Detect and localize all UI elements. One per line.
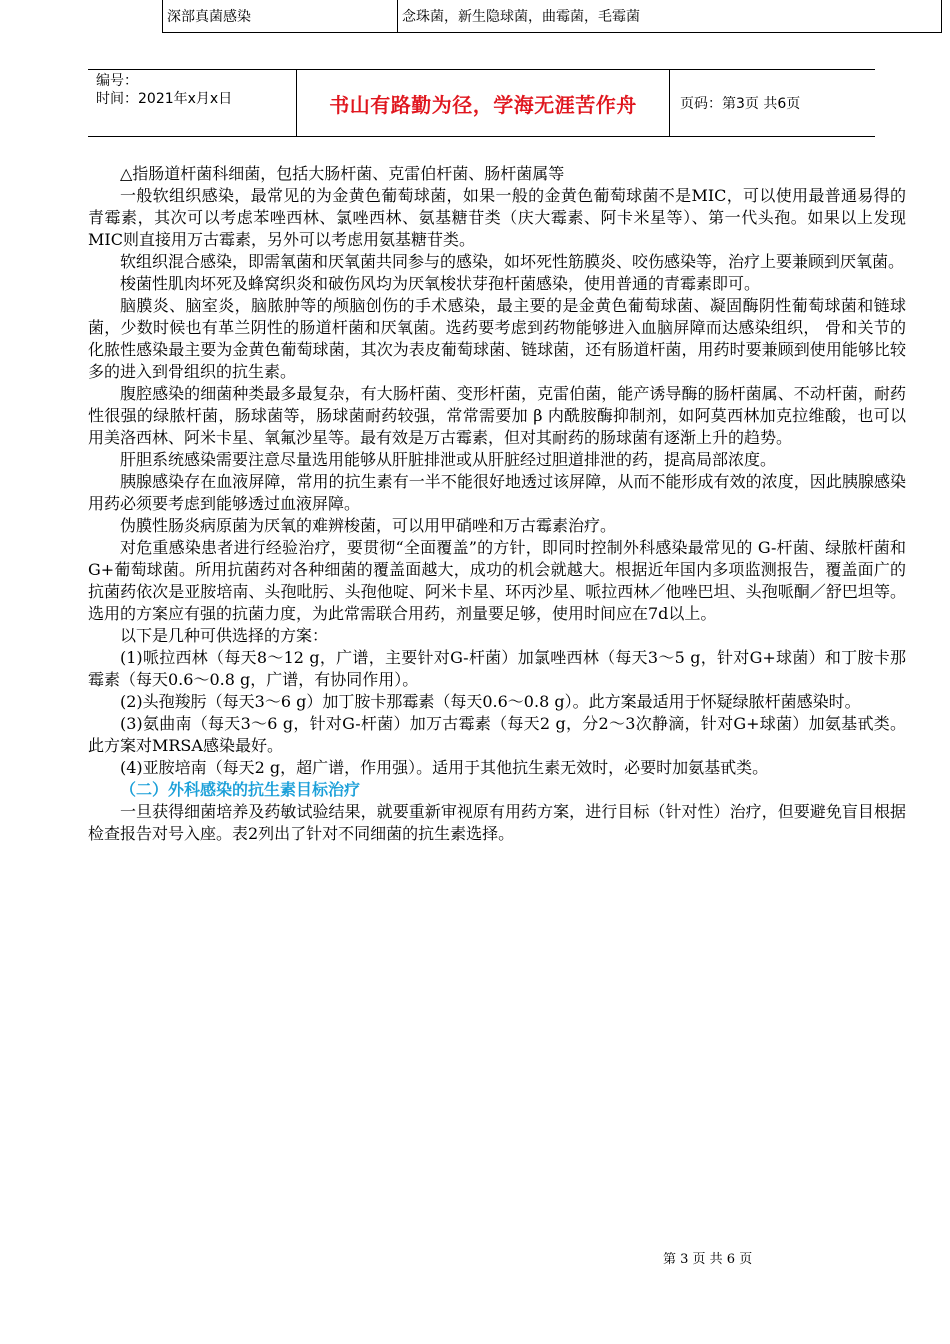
paragraph: 一般软组织感染，最常见的为金黄色葡萄球菌，如果一般的金黄色葡萄球菌不是MIC，可以使用最普通易得的青霉素，其次可以考虑苯唑西林、氯唑西林、氨基糖苷类（庆大霉素、阿卡米星等）、第一代头孢。如果以上发现MIC则直接用万古霉素，另外可以考虑用氨基糖苷类。 <box>88 186 906 249</box>
paragraph: 一旦获得细菌培养及药敏试验结果，就要重新审视原有用药方案，进行目标（针对性）治疗，但要避免盲目根据检查报告对号入座。表2列出了针对不同细菌的抗生素选择。 <box>88 802 906 843</box>
number-label: 编号： <box>96 73 138 89</box>
paragraph: 伪膜性肠炎病原菌为厌氧的难辨梭菌，可以用甲硝唑和万古霉素治疗。 <box>120 516 617 535</box>
carryover-table <box>162 0 942 33</box>
section-heading: （二）外科感染的抗生素目标治疗 <box>120 780 361 799</box>
table-row <box>163 0 942 33</box>
paragraph: (1)哌拉西林（每天8～12 g，广谱，主要针对G-杆菌）加氯唑西林（每天3～5 g，针对G+球菌）和丁胺卡那霉素（每天0.6～0.8 g，广谱，有协同作用）。 <box>88 648 906 689</box>
paragraph: 脑膜炎、脑室炎，脑脓肿等的颅脑创伤的手术感染，最主要的是金黄色葡萄球菌、凝固酶阴性葡萄球菌和链球菌，少数时候也有革兰阴性的肠道杆菌和厌氧菌。选药要考虑到药物能够进入血脑屏障而达感染组织， 骨和关节的化脓性感染最主要为金黄色葡萄球菌，其次为表皮葡萄球菌、链球菌，还有肠道杆菌，用药时要兼顾到使用能够比较多的进入到骨组织的抗生素。 <box>88 296 906 381</box>
paragraph: (2)头孢羧肟（每天3～6 g）加丁胺卡那霉素（每天0.6～0.8 g）。此方案最适用于怀疑绿脓杆菌感染时。 <box>120 692 861 711</box>
motto: 书山有路勤为径，学海无涯苦作舟 <box>296 70 670 136</box>
page-info: 页码：第3页 共6页 <box>680 96 801 112</box>
page-header <box>88 69 875 137</box>
paragraph: 以下是几种可供选择的方案： <box>120 626 329 645</box>
time-label: 时间：2021年x月x日 <box>96 91 233 107</box>
paragraph: (4)亚胺培南（每天2 g，超广谱，作用强）。适用于其他抗生素无效时，必要时加氨基甙类。 <box>120 758 769 777</box>
paragraph: 软组织混合感染，即需氧菌和厌氧菌共同参与的感染，如坏死性筋膜炎、咬伤感染等，治疗上要兼顾到厌氧菌。 <box>120 252 905 271</box>
paragraph: △指肠道杆菌科细菌，包括大肠杆菌、克雷伯杆菌、肠杆菌属等 <box>120 164 565 183</box>
paragraph: 肝胆系统感染需要注意尽量选用能够从肝脏排泄或从肝脏经过胆道排泄的药，提高局部浓度。 <box>120 450 777 469</box>
paragraph: 梭菌性肌肉坏死及蜂窝织炎和破伤风均为厌氧梭状芽孢杆菌感染，使用普通的青霉素即可。 <box>120 274 761 293</box>
paragraph: 腹腔感染的细菌种类最多最复杂，有大肠杆菌、变形杆菌，克雷伯菌，能产诱导酶的肠杆菌属、不动杆菌，耐药性很强的绿脓杆菌，肠球菌等，肠球菌耐药较强，常常需要加 β 内酰胺酶抑制剂，如阿莫西林加克拉维酸，也可以用美洛西林、阿米卡星、氧氟沙星等。最有效是万古霉素，但对其耐药的肠球菌有逐渐上升的趋势。 <box>88 384 906 447</box>
table-cell-pathogens: 念珠菌，新生隐球菌，曲霉菌，毛霉菌 <box>398 0 942 33</box>
paragraph: (3)氨曲南（每天3～6 g，针对G-杆菌）加万古霉素（每天2 g，分2～3次静滴，针对G+球菌）加氨基甙类。此方案对MRSA感染最好。 <box>88 714 906 755</box>
paragraph: 胰腺感染存在血液屏障，常用的抗生素有一半不能很好地透过该屏障，从而不能形成有效的浓度，因此胰腺感染用药必须要考虑到能够透过血液屏障。 <box>88 472 906 513</box>
paragraph: 对危重感染患者进行经验治疗，要贯彻“全面覆盖”的方针，即同时控制外科感染最常见的 G-杆菌、绿脓杆菌和 G+葡萄球菌。所用抗菌药对各种细菌的覆盖面越大，成功的机会就越大。根据近年国内多项监测报告，覆盖面广的抗菌药依次是亚胺培南、头孢吡肟、头孢他啶、阿米卡星、环丙沙星、哌拉西林／他唑巴坦、头孢哌酮／舒巴坦等。选用的方案应有强的抗菌力度，为此常需联合用药，剂量要足够，使用时间应在7d以上。 <box>88 538 906 623</box>
page-footer: 第 3 页 共 6 页 <box>663 1252 753 1267</box>
header-meta <box>88 70 296 136</box>
document-body <box>88 163 906 845</box>
table-cell-infection: 深部真菌感染 <box>163 0 398 33</box>
